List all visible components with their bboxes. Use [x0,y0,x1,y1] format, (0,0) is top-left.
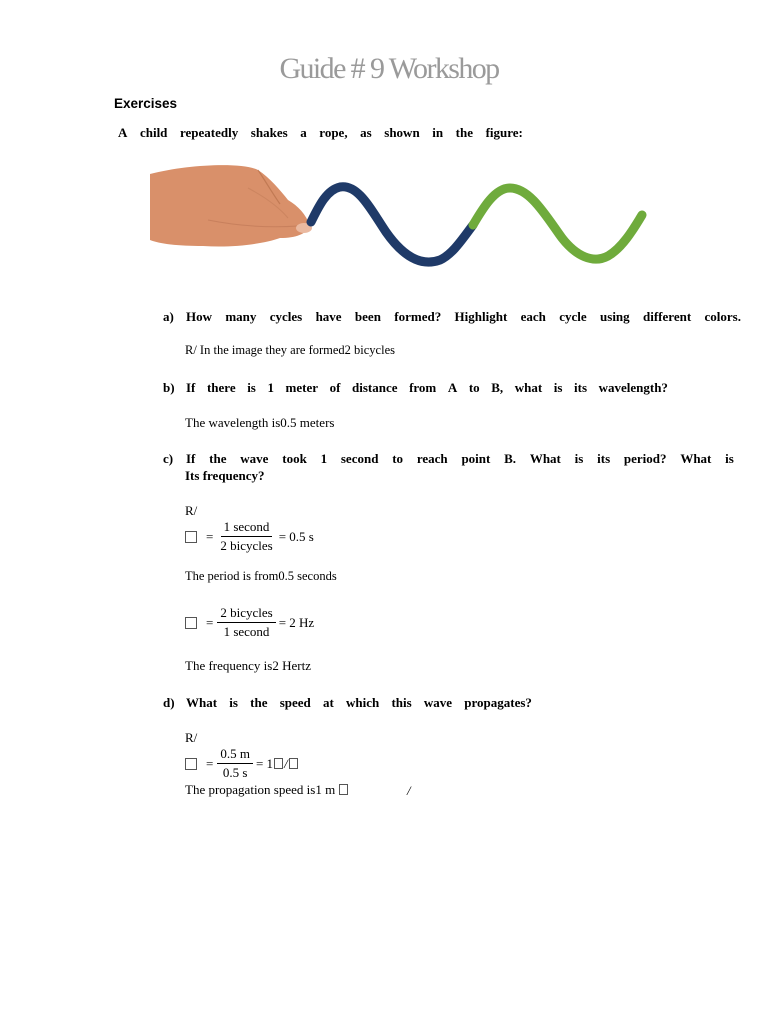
period-text: The period is from0.5 seconds [185,569,337,583]
question-d-word: is [229,695,238,710]
question-b-word: to [468,380,480,395]
intro-word: child [139,125,168,140]
intro-word: in [432,125,444,140]
page-title: Guide # 9 Workshop [279,52,499,85]
question-d-word: the [250,695,268,710]
speed-unit-s-icon [339,784,348,795]
question-c-word: to [392,451,404,466]
question-a-word: different [643,309,692,324]
question-b-word: 1 [267,380,274,395]
speed-text-label: The propagation speed is1 m [185,782,336,797]
frequency-symbol-icon [185,617,197,629]
question-a-word: How [186,309,212,324]
question-a-letter: a) [163,309,174,324]
question-c-word: the [209,451,227,466]
intro-word: a [300,125,307,140]
question-b-word: there [206,380,236,395]
question-c-word: 1 [320,451,328,466]
intro-text [118,125,523,141]
period-result: = 0.5 s [278,528,314,544]
question-c-word: What [680,451,712,466]
question-b-letter: b) [163,380,175,395]
unit-m-icon [274,758,283,769]
frequency-denominator: 1 second [223,624,270,639]
speed-equation: = $\frac{0.5 m}{0.5 s}$ = 1 / [185,746,299,781]
speed-text [185,782,349,798]
period-numerator: 1 second [221,519,273,537]
intro-word: shakes [250,125,288,140]
question-a-text [186,309,741,325]
question-b-word: what [514,380,543,395]
answer-d-r: R/ [185,730,198,745]
question-d-word: What [186,695,218,710]
question-a-word: have [315,309,342,324]
question-a-word: colors. [704,309,741,324]
question-b-word: of [329,380,341,395]
question-c-word: point [461,451,491,466]
question-b-word: wavelength? [598,380,668,395]
frequency-result: = 2 Hz [278,614,315,630]
question-c-word: If [186,451,196,466]
unit-s-icon [289,758,298,769]
question-d-text [186,695,532,711]
rope-cycle-2 [473,188,642,259]
question-c-word: its [597,451,611,466]
question-b-word: distance [351,380,398,395]
question-c-word: reach [416,451,448,466]
speed-slash: / [407,783,411,798]
answer-c-r: R/ [185,503,198,518]
question-d-word: which [346,695,380,710]
question-a-word: been [354,309,381,324]
question-c-word: period? [623,451,667,466]
frequency-numerator: 2 bicycles [217,605,275,623]
question-c-word: B. [504,451,517,466]
question-a-word: cycles [269,309,303,324]
intro-word: shown [384,125,420,140]
speed-denominator: 0.5 s [222,765,248,780]
question-d-word: propagates? [464,695,532,710]
hand-image [150,165,312,246]
question-a-word: formed? [394,309,442,324]
intro-word: A [118,125,128,140]
intro-word: rope, [319,125,348,140]
rope-cycle-1 [311,187,473,262]
speed-numerator: 0.5 m [217,746,253,764]
question-b-word: from [409,380,437,395]
period-equation: = $\frac{\text{1 second}}{\text{2 bicycles}}$ = 0.5 s [185,519,314,554]
intro-word: the [455,125,473,140]
question-c-line2: Its frequency? [185,468,265,483]
question-d-word: at [322,695,334,710]
question-c-word: second [340,451,379,466]
question-b-word: its [574,380,588,395]
question-c-word: is [574,451,584,466]
question-c-text [186,451,734,467]
frequency-equation: = $\frac{\text{2 bicycles}}{\text{1 second}}$ = 2 Hz [185,605,314,640]
question-a-word: using [600,309,630,324]
question-c-word: is [725,451,734,466]
intro-word: as [360,125,372,140]
answer-b: The wavelength is0.5 meters [185,415,335,430]
question-a-word: cycle [559,309,587,324]
question-d-word: this [391,695,412,710]
question-b-word: If [186,380,196,395]
question-c-word: took [282,451,307,466]
question-b-word: meter [285,380,318,395]
question-d-word: speed [279,695,311,710]
question-c-letter: c) [163,451,174,466]
question-c-word: What [529,451,561,466]
question-c-word: wave [240,451,269,466]
frequency-text: The frequency is2 Hertz [185,658,311,673]
intro-word: figure: [485,125,523,140]
question-b-word: A [447,380,458,395]
intro-word: repeatedly [179,125,239,140]
period-denominator: 2 bicycles [220,538,273,553]
question-a-word: Highlight [454,309,508,324]
question-d-word: wave [423,695,453,710]
question-b-word: is [247,380,256,395]
question-b-text [186,380,668,396]
hand-rope-figure [148,160,653,270]
answer-a: R/ In the image they are formed2 bicycles [185,343,395,357]
question-a-word: each [520,309,546,324]
question-b-word: B, [491,380,504,395]
question-a-word: many [225,309,257,324]
question-d-letter: d) [163,695,175,710]
period-symbol-icon [185,531,197,543]
speed-symbol-icon [185,758,197,770]
section-heading: Exercises [114,96,178,111]
question-b-word: is [553,380,563,395]
speed-result: = 1 [255,755,274,771]
